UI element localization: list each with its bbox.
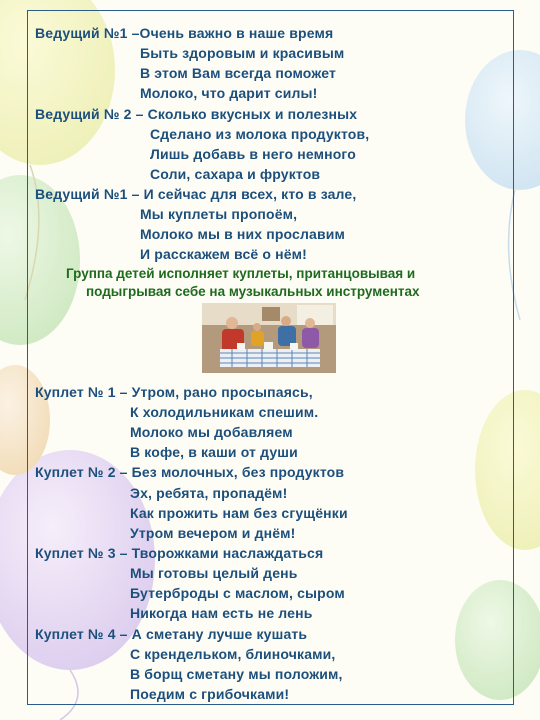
verse3-line3: Бутерброды с маслом, сыром bbox=[130, 585, 345, 601]
verse2-line4: Утром вечером и днём! bbox=[130, 525, 296, 541]
presenter1b-line4: И расскажем всё о нём! bbox=[140, 246, 307, 262]
verse1-line1: Куплет № 1 – Утром, рано просыпаясь, bbox=[35, 384, 313, 400]
verse1-line4: В кофе, в каши от души bbox=[130, 444, 298, 460]
verse4-line2: С крендельком, блиночками, bbox=[130, 646, 336, 662]
presenter2-line3: Лишь добавь в него немного bbox=[150, 146, 356, 162]
stage-direction-line2: подыгрывая себе на музыкальных инструментах bbox=[86, 284, 420, 299]
presenter2-line1: Ведущий № 2 – Сколько вкусных и полезных bbox=[35, 106, 358, 122]
verse2-line2: Эх, ребята, пропадём! bbox=[130, 485, 288, 501]
children-performing-photo bbox=[202, 303, 336, 373]
verse3-line1: Куплет № 3 – Творожками наслаждаться bbox=[35, 545, 324, 561]
presenter1b-line1: Ведущий №1 – И сейчас для всех, кто в зале, bbox=[35, 186, 357, 202]
verse4-line1: Куплет № 4 – А сметану лучше кушать bbox=[35, 626, 308, 642]
presenter1-line1: Ведущий №1 –Очень важно в наше время bbox=[35, 25, 334, 41]
presenter1b-line2: Мы куплеты пропоём, bbox=[140, 206, 298, 222]
presenter1-line2: Быть здоровым и красивым bbox=[140, 45, 345, 61]
presenter2-line2: Сделано из молока продуктов, bbox=[150, 126, 370, 142]
presenter1-line3: В этом Вам всегда поможет bbox=[140, 65, 336, 81]
verse4-line3: В борщ сметану мы положим, bbox=[130, 666, 343, 682]
verse3-line2: Мы готовы целый день bbox=[130, 565, 298, 581]
verse1-line3: Молоко мы добавляем bbox=[130, 424, 293, 440]
verse1-line2: К холодильникам спешим. bbox=[130, 404, 319, 420]
presenter2-line4: Соли, сахара и фруктов bbox=[150, 166, 321, 182]
verse4-line4: Поедим с грибочками! bbox=[130, 686, 290, 702]
verse3-line4: Никогда нам есть не лень bbox=[130, 605, 313, 621]
verse2-line3: Как прожить нам без сгущёнки bbox=[130, 505, 348, 521]
stage-direction-line1: Группа детей исполняет куплеты, пританцовывая и bbox=[66, 266, 416, 281]
presenter1b-line3: Молоко мы в них прославим bbox=[140, 226, 345, 242]
verse2-line1: Куплет № 2 – Без молочных, без продуктов bbox=[35, 464, 345, 480]
presenter1-line4: Молоко, что дарит силы! bbox=[140, 85, 318, 101]
